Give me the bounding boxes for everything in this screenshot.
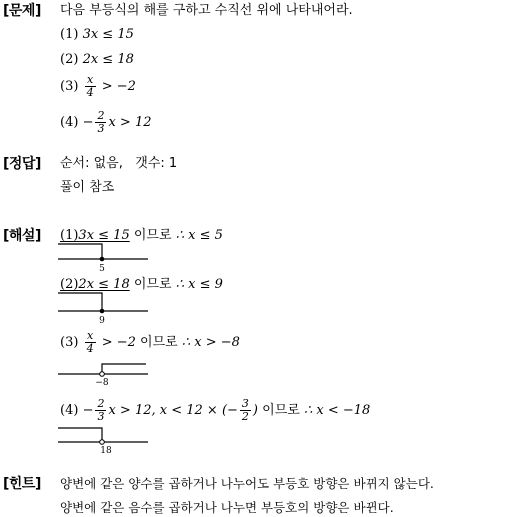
inequality-rest: > −2 [101, 79, 136, 94]
tick-label: 18 [100, 446, 112, 456]
result: ∴ x > −8 [181, 335, 240, 350]
problem-item-1 [60, 26, 134, 44]
result: ∴ x ≤ 9 [175, 277, 223, 292]
problem-item-2 [60, 51, 134, 69]
inequality: 3x ≤ 15 [78, 228, 130, 243]
number-line-1 [56, 242, 156, 276]
connector: 이므로 [133, 228, 172, 243]
number-line-3 [56, 362, 156, 388]
tick-label: −8 [95, 378, 109, 388]
item-number: (3) [60, 79, 79, 94]
inequality-rest: x > 12, x < 12 × (− [108, 403, 238, 418]
connector: 이므로 [140, 335, 178, 350]
solution-item-3 [60, 330, 240, 355]
hint-tag: [힌트] [3, 476, 41, 492]
fraction: $\frac{3}{2}$ [241, 397, 249, 423]
fraction: $\frac{x}{4}$ [86, 73, 94, 99]
inequality: 2x ≤ 18 [78, 277, 130, 292]
tick-label: 5 [99, 264, 105, 274]
item-number: (3) [60, 335, 79, 350]
hint-line-1: 양변에 같은 양수를 곱하거나 나누어도 부등호 방향은 바뀌지 않는다. [60, 476, 434, 491]
number-line-2 [56, 291, 156, 325]
result: ∴ x < −18 [303, 403, 371, 418]
solution-tag: [해설] [3, 228, 41, 244]
result: ∴ x ≤ 5 [175, 228, 223, 243]
fraction: $\frac{x}{4}$ [86, 329, 94, 355]
answer-line-1: 순서: 없음, 갯수: 1 [60, 156, 178, 171]
hint-line-2: 양변에 같은 음수를 곱하거나 나누면 부등호의 방향은 바뀐다. [60, 500, 394, 515]
problem-tag: [문제] [3, 3, 41, 19]
item-number: (2) [60, 52, 79, 67]
problem-instruction: 다음 부등식의 해를 구하고 수직선 위에 나타내어라. [60, 3, 353, 18]
problem-item-3 [60, 74, 136, 99]
item-number: (1) [60, 228, 79, 243]
problem-item-4: (4) − $\frac{2}{3}$ x > 12 [60, 109, 152, 135]
number-line-4 [56, 426, 156, 456]
fraction: $\frac{2}{3}$ [97, 109, 105, 135]
inequality: 3x ≤ 15 [82, 27, 134, 42]
answer-tag: [정답] [3, 156, 41, 172]
connector: 이므로 [133, 277, 172, 292]
item-number: (4) [60, 403, 79, 418]
answer-line-2: 풀이 참조 [60, 180, 115, 195]
fraction: $\frac{2}{3}$ [97, 397, 105, 423]
connector: 이므로 [262, 403, 300, 418]
solution-item-4: (4) − $\frac{2}{3}$ x > 12, x < 12 × (− $\frac{3}{2}$ ) 이므로 ∴ x < −18 [60, 397, 371, 423]
inequality-rest: x > 12 [108, 115, 152, 130]
item-number: (2) [60, 277, 79, 292]
inequality: 2x ≤ 18 [82, 52, 134, 67]
tick-label: 9 [99, 316, 105, 326]
item-number: (1) [60, 27, 79, 42]
inequality-rest: > −2 [101, 335, 136, 350]
item-number: (4) [60, 115, 79, 130]
